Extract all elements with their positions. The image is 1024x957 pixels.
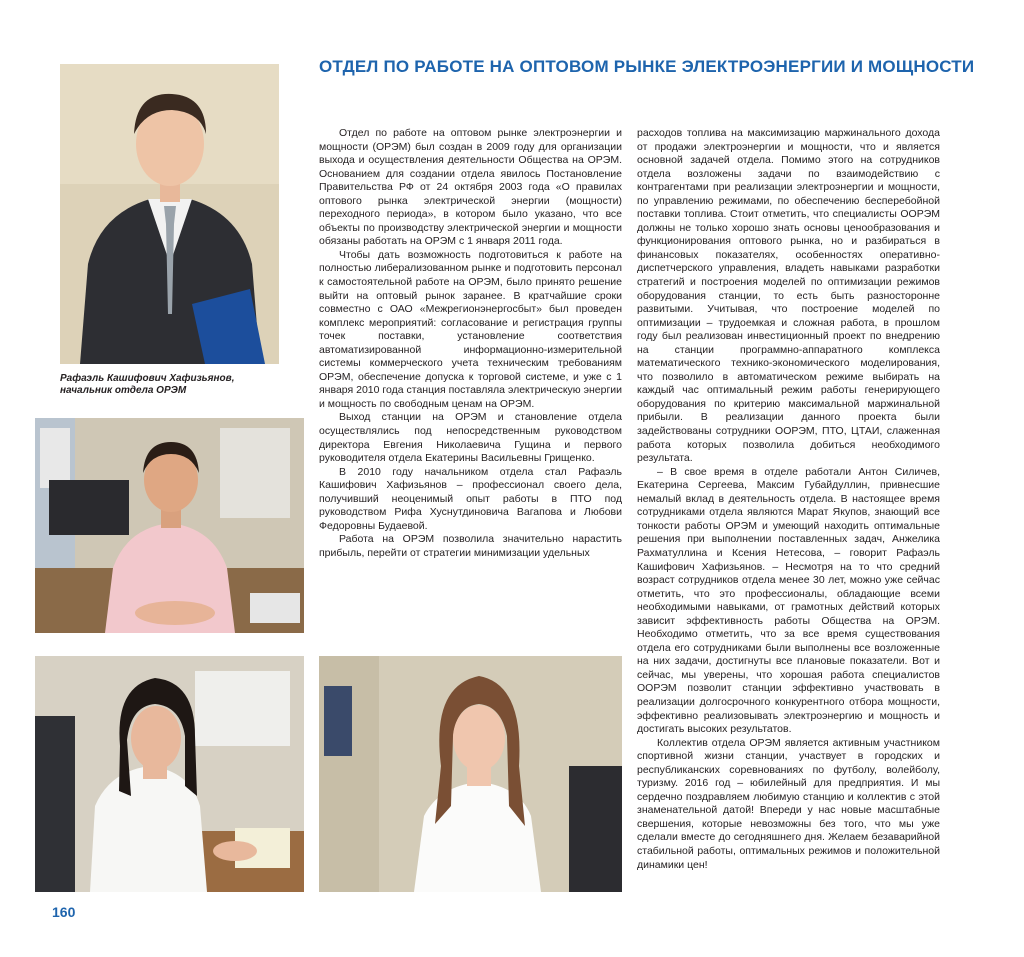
- paragraph: расходов топлива на максимизацию маржинального дохода от продажи электроэнергии и мощности, что и является основной задачей отдела. Помимо этого на сотрудников отдела возложены задачи по взаимодействию с контрагентами при реализации электроэнергии и мощности, по управлению режимами, по обеспечению бесперебойной поставки топлива. Стоит отметить, что специалисты ООРЭМ должны не только хорошо знать основы ценообразования и функционирования оптового рынка, но и разбираться в финансовых показателях, особенностях оперативно-диспетчерского управления, владеть навыками разработки стратегий и построения моделей по оптимизации режимов оборудования станции, то есть быть разносторонне развитыми. Учитывая, что построение моделей по оптимизации – трудоемкая и сложная работа, в прошлом году был реализован инвестиционный проект по внедрению на станции программно-аппаратного комплекса математического технико-экономического моделирования, что позволило в автоматическом режиме выбирать на каждый час оптимальный режим работы генерирующего оборудования по критерию максимальной маржинальной прибыли. В реализации данного проекта были задействованы сотрудники ООРЭМ, ПТО, ЦТАИ, слаженная работа которых позволила добиться необходимого результата.: [637, 127, 940, 465]
- paragraph: Отдел по работе на оптовом рынке электроэнергии и мощности (ОРЭМ) был создан в 2009 году для организации выхода и осуществления деятельности Общества на ОРЭМ. Основанием для создании отдела явилось Постановление Правительства РФ от 24 октября 2003 года «О правилах оптового рынка электрической энергии (мощности) переходного периода», в котором было указано, что все объекты по производству электрической энергии и мощности обязаны работать на ОРЭМ с 1 января 2011 года.: [319, 127, 622, 248]
- article-column-left: [319, 127, 622, 561]
- photo-caption: [60, 373, 290, 397]
- paragraph: Выход станции на ОРЭМ и становление отдела осуществлялись под непосредственным руководством директора Евгения Николаевича Гущина и первого руководителя отдела Екатерины Васильевны Грищенко.: [319, 411, 622, 465]
- photo-employee-man-at-desk: [35, 418, 304, 633]
- article-title: ОТДЕЛ ПО РАБОТЕ НА ОПТОВОМ РЫНКЕ ЭЛЕКТРОЭНЕРГИИ И МОЩНОСТИ: [319, 57, 975, 76]
- photo-department-head: [60, 64, 279, 364]
- article-column-right: [637, 127, 940, 872]
- paragraph: Коллектив отдела ОРЭМ является активным участником спортивной жизни станции, участвует в городских и республиканских соревнованиях по футболу, волейболу, туризму. 2016 год – юбилейный для предприятия. И мы сердечно поздравляем любимую станцию и коллектив с этой знаменательной датой! Впереди у нас новые масштабные свершения, которые невозможны без того, что мы уже сделали вместе до сегодняшнего дня. Желаем безаварийной стабильной работы, оптимальных режимов и положительной динамики цен!: [637, 736, 940, 871]
- photo-employee-woman-at-desk: [35, 656, 304, 892]
- paragraph: Чтобы дать возможность подготовиться к работе на полностью либерализованном рынке и подготовить персонал к самостоятельной работе на ОРЭМ, было принято решение выйти на оптовый рынок заранее. В кратчайшие сроки совместно с ОАО «Межрегионэнергосбыт» был проведен комплекс мероприятий: согласование и регистрация группы точек поставки, установление соответствия автоматизированной информационно-измерительной системы коммерческого учета техническим требованиям ОРЭМ, обеспечение допуска к торговой системе, и уже с 1 января 2010 года станция поставляла электрическую энергии и мощность по свободным ценам на ОРЭМ.: [319, 248, 622, 410]
- paragraph: В 2010 году начальником отдела стал Рафаэль Кашифович Хафизьянов – профессионал своего дела, получивший неоценимый опыт работы в ПТО под руководством Рифа Хуснутдиновича Вагапова и Любови Федоровны Будаевой.: [319, 465, 622, 532]
- photo-employee-young-woman: [319, 656, 622, 892]
- paragraph: Работа на ОРЭМ позволила значительно нарастить прибыль, перейти от стратегии минимизации удельных: [319, 533, 622, 559]
- paragraph: – В свое время в отделе работали Антон Силичев, Екатерина Сергеева, Максим Губайдуллин, привнесшие немалый вклад в деятельность отдела. В настоящее время сотрудниками отдела являются Марат Якупов, знающий все тонкости работы ОРЭМ и умеющий находить оптимальные решения при выполнении поставленных задач, Анжелика Рахматуллина и Ксения Нетесова, – говорит Рафаэль Кашифович Хафизьянов. – Несмотря на то что средний возраст сотрудников отдела менее 30 лет, можно уже сейчас отметить, что это профессионалы, обладающие всеми необходимыми навыками, от грамотных действий которых зависит эффективность работы Общества на ОРЭМ. Необходимо отметить, что за все время существования отдела его сотрудниками были выполнены все возложенные на них задачи, достигнуты все плановые показатели. Вот и сейчас, мы уверены, что хорошая работа специалистов ООРЭМ позволит станции эффективно участвовать в реализации долгосрочного конкурентного отбора мощности, эффективно реализовывать электроэнергию и мощность и достигать высоких результатов.: [637, 465, 940, 736]
- page-number: 160: [52, 904, 76, 920]
- caption-name: Рафаэль Кашифович Хафизьянов,: [60, 373, 235, 384]
- caption-position: начальник отдела ОРЭМ: [60, 385, 187, 396]
